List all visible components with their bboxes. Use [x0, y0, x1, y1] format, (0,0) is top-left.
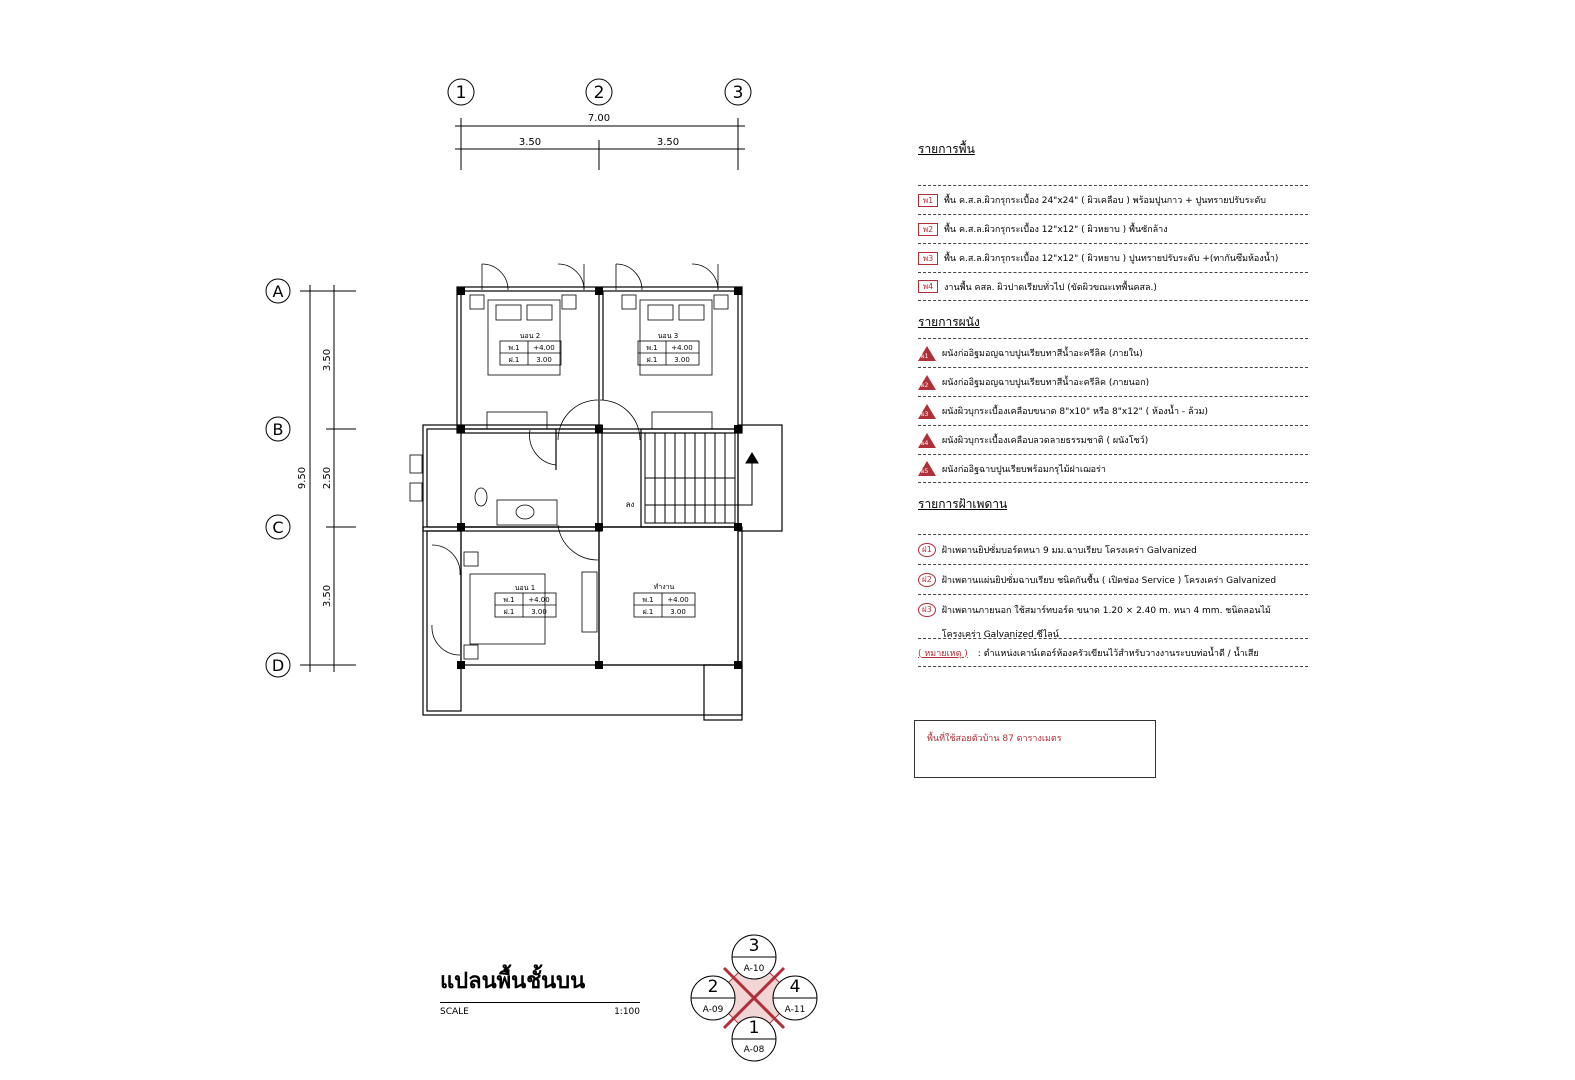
usable-area-note: พื้นที่ใช้สอยตัวบ้าน 87 ตารางเมตร [914, 720, 1156, 778]
dimension-bay: 2.50 [322, 466, 333, 490]
ceiling-code-tag: ฝ1 [918, 543, 936, 557]
room-floor-code: พ.1 [503, 596, 515, 604]
floor-code-tag: พ2 [918, 223, 938, 236]
room-name: นอน 1 [514, 584, 536, 592]
ceiling-finish-row [918, 534, 1308, 564]
grid-label-col: 2 [593, 83, 605, 103]
room-ceiling-height: 3.00 [531, 608, 547, 616]
wall-finish-row [918, 454, 1308, 483]
drawing-title-block [440, 963, 640, 1017]
section-number: 1 [748, 1018, 760, 1038]
wall-code-tag: ผ4 [918, 433, 936, 448]
room-ceiling-height: 3.00 [674, 356, 690, 364]
note-label: ( หมายเหตุ ) [918, 648, 968, 659]
wardrobe-icon [652, 412, 712, 429]
floor-code-tag: พ3 [918, 252, 938, 265]
ceiling-finish-text: ฝ้าเพดานภายนอก ใช้สมาร์ทบอร์ด ขนาด 1.20 × 2.40 m. หนา 4 mm. ชนิดลอนไม้ [941, 606, 1271, 616]
grid-label-row: B [272, 420, 284, 439]
room-ceiling-code: ฝ.1 [642, 608, 654, 616]
dimension-bay: 3.50 [322, 584, 333, 608]
section-sheet: A-11 [784, 1005, 806, 1015]
ceiling-code-tag: ฝ2 [918, 573, 936, 587]
wall-finish-text: ผนังก่ออิฐมอญฉาบปูนเรียบทาสีน้ำอะครีลิค (ภายใน) [942, 349, 1143, 359]
toilet-icon [475, 488, 487, 506]
scale-label: SCALE [440, 1007, 469, 1017]
wall-code-tag: ผ3 [918, 404, 936, 419]
grid-label-row: D [271, 656, 285, 675]
dimension-bay: 3.50 [656, 137, 680, 148]
floor-finish-text: งานพื้น คสล. ผิวปาดเรียบทั่วไป (ขัดผิวขณะเทพื้นคสล.) [944, 282, 1157, 293]
ceiling-finish-text: ฝ้าเพดานยิปซั่มบอร์ดหนา 9 มม.ฉาบเรียบ โครงเคร่า Galvanized [941, 545, 1197, 556]
dimension-overall-depth: 9.50 [297, 466, 308, 490]
room-ceiling-code: ฝ.1 [508, 356, 520, 364]
wall-finish-row [918, 396, 1308, 425]
dimension-overall-width: 7.00 [587, 113, 611, 124]
room-floor-level: +4.00 [533, 344, 555, 352]
room-floor-code: พ.1 [642, 596, 654, 604]
section-number: 3 [748, 936, 760, 956]
stair-label: ลง [625, 500, 635, 509]
wall-code-tag: ผ5 [918, 461, 936, 476]
wall-finish-row [918, 425, 1308, 454]
wall-finish-text: ผนังก่ออิฐมอญฉาบปูนเรียบทาสีน้ำอะครีลิค (ภายนอก) [942, 378, 1150, 388]
grid-label-col: 1 [455, 83, 467, 103]
room-floor-level: +4.00 [667, 596, 689, 604]
floor-finish-row [918, 185, 1308, 214]
section-number: 2 [707, 977, 719, 997]
section-number: 4 [789, 977, 801, 997]
floor-finish-row [918, 243, 1308, 272]
ceiling-finish-row [918, 564, 1308, 594]
floor-finish-text: พื้น ค.ส.ล.ผิวกรุกระเบื้อง 12"x12" ( ผิวหยาบ ) ปูนทรายปรับระดับ +(ทากันซึมห้องน้ำ) [944, 254, 1279, 264]
finish-schedule [918, 140, 1308, 667]
room-name: นอน 2 [519, 332, 541, 340]
floor-finish-heading: รายการพื้น [918, 142, 975, 156]
room-ceiling-code: ฝ.1 [503, 608, 515, 616]
room-ceiling-code: ฝ.1 [646, 356, 658, 364]
floor-finish-text: พื้น ค.ส.ล.ผิวกรุกระเบื้อง 24"x24" ( ผิวเคลือบ ) พร้อมปูนกาว + ปูนทรายปรับระดับ [944, 196, 1267, 206]
ceiling-code-tag: ฝ3 [918, 603, 936, 617]
room-name: นอน 3 [657, 332, 679, 340]
section-sheet: A-09 [702, 1005, 724, 1015]
wall-finish-row [918, 367, 1308, 396]
room-ceiling-height: 3.00 [536, 356, 552, 364]
wardrobe-icon [582, 572, 597, 632]
grid-label-col: 3 [732, 83, 744, 103]
section-sheet: A-08 [743, 1045, 765, 1055]
sink-icon [497, 500, 557, 525]
ceiling-finish-text-line2: โครงเคร่า Galvanized ซีไลน์ [941, 630, 1059, 640]
row-grid [266, 279, 356, 677]
floor-code-tag: พ4 [918, 280, 938, 293]
section-sheet: A-10 [743, 964, 765, 974]
room-name: ทำงาน [653, 583, 675, 591]
room-floor-level: +4.00 [671, 344, 693, 352]
floor-finish-row [918, 272, 1308, 301]
wall-finish-text: ผนังผิวบุกระเบื้องเคลือบลวดลายธรรมชาติ ( ผนังโชว์) [942, 436, 1149, 446]
dimension-bay: 3.50 [322, 348, 333, 372]
ceiling-note-row [918, 638, 1308, 667]
wall-finish-text: ผนังก่ออิฐฉาบปูนเรียบพร้อมกรุไม้ฝาเฌอร่า [942, 464, 1106, 475]
ceiling-finish-row [918, 594, 1308, 638]
wall-finish-heading: รายการผนัง [918, 315, 980, 329]
drawing-title: แปลนพื้นชั้นบน [440, 963, 640, 1003]
scale-value: 1:100 [614, 1007, 640, 1017]
room-floor-code: พ.1 [646, 344, 658, 352]
room-floor-code: พ.1 [508, 344, 520, 352]
ceiling-finish-text: ฝ้าเพดานแผ่นยิปซั่มฉาบเรียบ ชนิดกันชื้น ( เปิดช่อง Service ) โครงเคร่า Galvanized [941, 575, 1277, 586]
wall-code-tag: ผ2 [918, 375, 936, 390]
floor-finish-row [918, 214, 1308, 243]
room-ceiling-height: 3.00 [670, 608, 686, 616]
floor-code-tag: พ1 [918, 194, 938, 207]
wall-finish-row [918, 338, 1308, 367]
wall-code-tag: ผ1 [918, 346, 936, 361]
staircase [645, 433, 758, 523]
wardrobe-icon [487, 412, 547, 429]
grid-label-row: C [272, 518, 284, 537]
floor-finish-text: พื้น ค.ส.ล.ผิวกรุกระเบื้อง 12"x12" ( ผิวหยาบ ) พื้นซักล้าง [944, 225, 1168, 235]
grid-label-row: A [272, 282, 284, 301]
note-text: : ตำแหน่งเคาน์เตอร์ห้องครัวเขียนไว้สำหรับวางงานระบบท่อน้ำดี / น้ำเสีย [977, 648, 1259, 659]
ceiling-finish-heading: รายการฝ้าเพดาน [918, 497, 1008, 511]
dimension-bay: 3.50 [518, 137, 542, 148]
wall-finish-text: ผนังผิวบุกระเบื้องเคลือบขนาด 8"x10" หรือ 8"x12" ( ห้องน้ำ - ล้วม) [942, 407, 1208, 417]
room-floor-level: +4.00 [528, 596, 550, 604]
